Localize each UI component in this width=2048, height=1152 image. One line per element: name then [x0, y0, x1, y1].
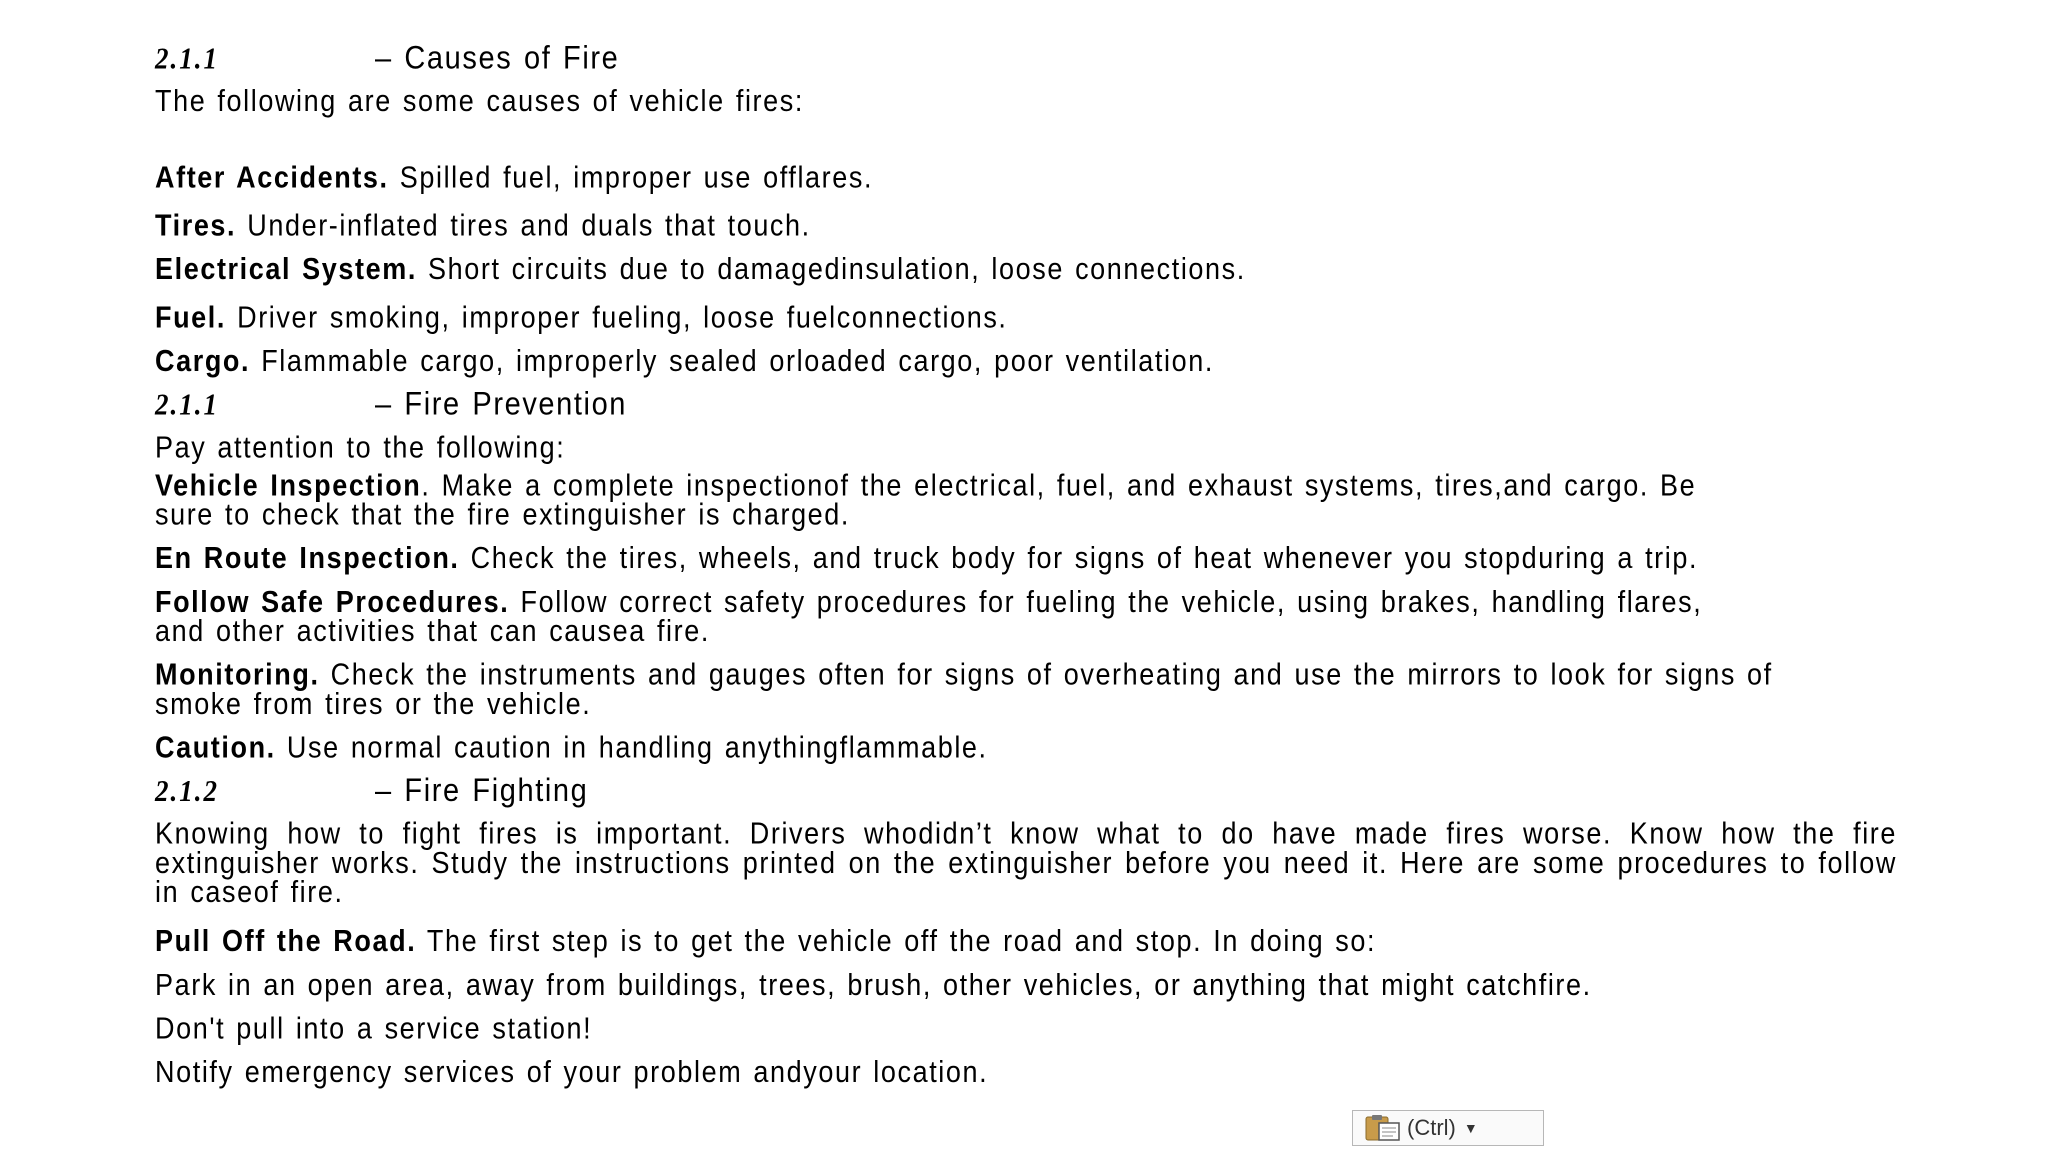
clipboard-icon: [1363, 1114, 1407, 1142]
item-text: Under-inflated tires and duals that touch.: [236, 208, 811, 243]
section-number: 2.1.1: [155, 387, 219, 422]
document-page: [155, 40, 1897, 1101]
item-text: Use normal caution in handling anythingflammable.: [275, 730, 988, 765]
item-text: Notify emergency services of your problem andyour location.: [155, 1055, 989, 1089]
item-text: Spilled fuel, improper use offlares.: [388, 160, 874, 195]
list-item: [155, 300, 1895, 335]
item-lead: Pull Off the Road.: [155, 924, 417, 958]
item-lead: Tires.: [155, 208, 237, 243]
list-item: [155, 344, 1895, 378]
item-text: Check the tires, wheels, and truck body for signs of heat whenever you stopduring a trip.: [459, 541, 1699, 575]
section-number: 2.1.2: [155, 774, 219, 808]
list-item: [155, 1055, 1895, 1089]
section-intro: Pay attention to the following:: [155, 430, 566, 464]
item-lead: Caution.: [155, 730, 276, 765]
list-item: [155, 657, 1835, 721]
item-lead: Cargo.: [155, 344, 251, 378]
section-intro: Knowing how to fight fires is important. Drivers whodidn’t know what to do have made fires worse. Know how the fire extinguisher works. Study the instructions printed on the extinguisher before you need it. Here are some procedures to follow in caseof fire.: [155, 816, 1897, 909]
item-text: Park in an open area, away from buildings, trees, brush, other vehicles, or anything that might catchfire.: [155, 968, 1592, 1002]
list-item: [155, 924, 1895, 958]
list-item: [155, 160, 1895, 195]
item-text: . Make a complete inspectionof the electrical, fuel, and exhaust systems, tires,and cargo. Be sure to check that the fire extinguisher is charged.: [155, 468, 1697, 532]
list-item: [155, 208, 1895, 243]
item-text: Short circuits due to damagedinsulation, loose connections.: [416, 252, 1246, 286]
section-heading: [155, 773, 1895, 819]
item-lead: Electrical System.: [155, 252, 417, 286]
item-text: Flammable cargo, improperly sealed orloaded cargo, poor ventilation.: [250, 344, 1214, 378]
section-heading: [155, 40, 1895, 87]
list-item: [155, 252, 1895, 286]
list-item: [155, 468, 1755, 532]
item-text: Driver smoking, improper fueling, loose fuelconnections.: [226, 300, 1008, 335]
item-lead: Fuel.: [155, 300, 227, 335]
item-lead: En Route Inspection.: [155, 541, 460, 575]
paste-options-label: (Ctrl): [1407, 1115, 1456, 1140]
item-text: Check the instruments and gauges often for signs of overheating and use the mirrors to look for signs of smoke from tires or the vehicle.: [155, 657, 1773, 721]
item-text: Follow correct safety procedures for fueling the vehicle, using brakes, handling flares, and other activities that can causea fire.: [155, 584, 1703, 648]
section-number: 2.1.1: [155, 41, 219, 76]
section-title: – Fire Fighting: [375, 773, 589, 809]
section-heading: [155, 386, 1895, 433]
item-text: The first step is to get the vehicle off the road and stop. In doing so:: [416, 924, 1377, 958]
list-item: [155, 1011, 1895, 1046]
list-item: [155, 968, 1775, 1002]
section-title: – Causes of Fire: [375, 40, 620, 77]
chevron-down-icon: ▼: [1463, 1120, 1478, 1136]
item-text: Don't pull into a service station!: [155, 1011, 593, 1046]
list-item: [155, 541, 1715, 575]
item-lead: After Accidents.: [155, 160, 389, 195]
list-item: [155, 730, 1895, 765]
item-lead: Monitoring.: [155, 657, 320, 692]
section-intro: The following are some causes of vehicle fires:: [155, 84, 804, 118]
section-title: – Fire Prevention: [375, 386, 628, 423]
paste-options-button[interactable]: [1352, 1110, 1544, 1146]
item-lead: Follow Safe Procedures.: [155, 584, 510, 619]
list-item: [155, 584, 1755, 648]
item-lead: Vehicle Inspection: [155, 468, 422, 503]
